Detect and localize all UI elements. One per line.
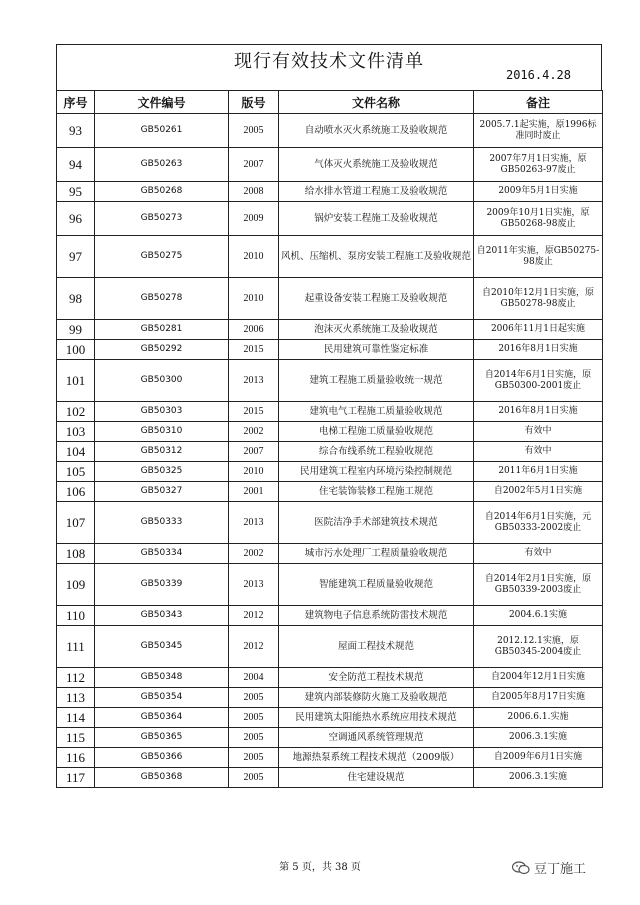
cell-name: 屋面工程技术规范: [279, 626, 474, 668]
cell-seq: 105: [57, 462, 95, 482]
cell-name: 住宅建设规范: [279, 768, 474, 788]
table-row: [57, 114, 603, 148]
cell-seq: 96: [57, 202, 95, 236]
cell-name: 泡沫灭火系统施工及验收规范: [279, 320, 474, 340]
cell-code: GB50366: [95, 748, 229, 768]
header-seq: 序号: [57, 91, 95, 114]
cell-version: 2005: [229, 688, 279, 708]
cell-seq: 106: [57, 482, 95, 502]
cell-name: 民用建筑可靠性鉴定标准: [279, 340, 474, 360]
cell-version: 2005: [229, 114, 279, 148]
cell-version: 2015: [229, 340, 279, 360]
table-row: [57, 626, 603, 668]
table-row: [57, 422, 603, 442]
cell-version: 2010: [229, 278, 279, 320]
cell-version: 2002: [229, 544, 279, 564]
cell-seq: 112: [57, 668, 95, 688]
cell-version: 2004: [229, 668, 279, 688]
cell-seq: 97: [57, 236, 95, 278]
cell-name: 住宅装饰装修工程施工规范: [279, 482, 474, 502]
cell-seq: 104: [57, 442, 95, 462]
cell-seq: 109: [57, 564, 95, 606]
cell-version: 2013: [229, 502, 279, 544]
cell-seq: 102: [57, 402, 95, 422]
cell-note: 2006年11月1日起实施: [474, 320, 603, 340]
cell-version: 2010: [229, 462, 279, 482]
table-row: [57, 360, 603, 402]
cell-seq: 114: [57, 708, 95, 728]
cell-note: 2016年8月1日实施: [474, 402, 603, 422]
table-row: [57, 340, 603, 360]
cell-code: GB50345: [95, 626, 229, 668]
cell-code: GB50327: [95, 482, 229, 502]
table-body: [57, 114, 603, 788]
cell-note: 自2005年8月17日实施: [474, 688, 603, 708]
cell-code: GB50343: [95, 606, 229, 626]
table-row: [57, 728, 603, 748]
cell-seq: 95: [57, 182, 95, 202]
cell-seq: 117: [57, 768, 95, 788]
cell-version: 2013: [229, 360, 279, 402]
cell-name: 气体灭火系统施工及验收规范: [279, 148, 474, 182]
table-row: [57, 502, 603, 544]
table-row: [57, 236, 603, 278]
cell-version: 2009: [229, 202, 279, 236]
cell-seq: 103: [57, 422, 95, 442]
table-row: [57, 202, 603, 236]
cell-name: 风机、压缩机、泵房安装工程施工及验收规范: [279, 236, 474, 278]
cell-code: GB50334: [95, 544, 229, 564]
header-version: 版号: [229, 91, 279, 114]
table-row: [57, 148, 603, 182]
cell-note: 自2014年6月1日实施，元GB50333-2002废止: [474, 502, 603, 544]
cell-code: GB50281: [95, 320, 229, 340]
cell-name: 给水排水管道工程施工及验收规范: [279, 182, 474, 202]
cell-note: 自2014年2月1日实施，原GB50339-2003废止: [474, 564, 603, 606]
cell-note: 自2011年实施，原GB50275-98废止: [474, 236, 603, 278]
cell-version: 2012: [229, 626, 279, 668]
cell-code: GB50354: [95, 688, 229, 708]
cell-code: GB50292: [95, 340, 229, 360]
cell-name: 建筑内部装修防火施工及验收规范: [279, 688, 474, 708]
cell-version: 2001: [229, 482, 279, 502]
cell-note: 有效中: [474, 544, 603, 564]
table-header-row: [57, 91, 603, 114]
cell-seq: 116: [57, 748, 95, 768]
cell-name: 综合布线系统工程验收规范: [279, 442, 474, 462]
cell-code: GB50325: [95, 462, 229, 482]
cell-name: 地源热泵系统工程技术规范（2009版）: [279, 748, 474, 768]
cell-note: 2004.6.1实施: [474, 606, 603, 626]
cell-seq: 111: [57, 626, 95, 668]
cell-code: GB50303: [95, 402, 229, 422]
cell-version: 2013: [229, 564, 279, 606]
cell-note: 2006.6.1.实施: [474, 708, 603, 728]
header-name: 文件名称: [279, 91, 474, 114]
cell-name: 起重设备安装工程施工及验收规范: [279, 278, 474, 320]
cell-seq: 115: [57, 728, 95, 748]
cell-note: 2011年6月1日实施: [474, 462, 603, 482]
cell-note: 自2014年6月1日实施，原GB50300-2001废止: [474, 360, 603, 402]
cell-note: 2016年8月1日实施: [474, 340, 603, 360]
cell-version: 2002: [229, 422, 279, 442]
table-row: [57, 320, 603, 340]
cell-note: 2012.12.1实施，原GB50345-2004废止: [474, 626, 603, 668]
cell-code: GB50339: [95, 564, 229, 606]
table-row: [57, 668, 603, 688]
table-row: [57, 768, 603, 788]
cell-seq: 100: [57, 340, 95, 360]
cell-name: 民用建筑工程室内环境污染控制规范: [279, 462, 474, 482]
table-row: [57, 402, 603, 422]
cell-code: GB50275: [95, 236, 229, 278]
cell-seq: 107: [57, 502, 95, 544]
cell-code: GB50312: [95, 442, 229, 462]
wechat-icon: [512, 861, 530, 875]
cell-seq: 98: [57, 278, 95, 320]
document-title: 现行有效技术文件清单: [234, 51, 424, 72]
cell-note: 有效中: [474, 422, 603, 442]
cell-name: 民用建筑太阳能热水系统应用技术规范: [279, 708, 474, 728]
cell-note: 2009年10月1日实施，原GB50268-98废止: [474, 202, 603, 236]
table-row: [57, 482, 603, 502]
cell-seq: 101: [57, 360, 95, 402]
standards-table: [56, 90, 603, 788]
cell-seq: 110: [57, 606, 95, 626]
cell-note: 2007年7月1日实施，原GB50263-97废止: [474, 148, 603, 182]
cell-version: 2005: [229, 748, 279, 768]
cell-name: 安全防范工程技术规范: [279, 668, 474, 688]
brand-mark: [512, 858, 586, 877]
title-box: [56, 44, 602, 90]
cell-code: GB50300: [95, 360, 229, 402]
cell-name: 电梯工程施工质量验收规范: [279, 422, 474, 442]
table-row: [57, 688, 603, 708]
cell-name: 锅炉安装工程施工及验收规范: [279, 202, 474, 236]
header-note: 备注: [474, 91, 603, 114]
cell-code: GB50333: [95, 502, 229, 544]
cell-note: 2006.3.1实施: [474, 768, 603, 788]
brand-name: 豆丁施工: [534, 862, 587, 877]
cell-note: 自2002年5月1日实施: [474, 482, 603, 502]
table-row: [57, 564, 603, 606]
cell-code: GB50365: [95, 728, 229, 748]
cell-note: 有效中: [474, 442, 603, 462]
cell-seq: 94: [57, 148, 95, 182]
cell-version: 2005: [229, 728, 279, 748]
cell-name: 医院洁净手术部建筑技术规范: [279, 502, 474, 544]
cell-note: 自2004年12月1日实施: [474, 668, 603, 688]
cell-note: 2006.3.1实施: [474, 728, 603, 748]
cell-code: GB50310: [95, 422, 229, 442]
cell-code: GB50263: [95, 148, 229, 182]
cell-note: 自2009年6月1日实施: [474, 748, 603, 768]
table-row: [57, 278, 603, 320]
cell-code: GB50273: [95, 202, 229, 236]
table-row: [57, 708, 603, 728]
document-date: 2016.4.28: [505, 68, 571, 82]
table-row: [57, 544, 603, 564]
cell-version: 2010: [229, 236, 279, 278]
document-sheet: [56, 44, 602, 788]
cell-code: GB50368: [95, 768, 229, 788]
cell-name: 建筑电气工程施工质量验收规范: [279, 402, 474, 422]
cell-seq: 93: [57, 114, 95, 148]
cell-code: GB50268: [95, 182, 229, 202]
cell-seq: 108: [57, 544, 95, 564]
cell-name: 智能建筑工程质量验收规范: [279, 564, 474, 606]
cell-code: GB50261: [95, 114, 229, 148]
cell-seq: 113: [57, 688, 95, 708]
cell-note: 自2010年12月1日实施，原GB50278-98废止: [474, 278, 603, 320]
cell-version: 2005: [229, 708, 279, 728]
cell-note: 2005.7.1起实施，原1996标准同时废止: [474, 114, 603, 148]
cell-name: 建筑工程施工质量验收统一规范: [279, 360, 474, 402]
cell-version: 2015: [229, 402, 279, 422]
cell-note: 2009年5月1日实施: [474, 182, 603, 202]
cell-version: 2008: [229, 182, 279, 202]
cell-code: GB50348: [95, 668, 229, 688]
cell-code: GB50278: [95, 278, 229, 320]
cell-version: 2007: [229, 148, 279, 182]
header-code: 文件编号: [95, 91, 229, 114]
page-footer: 第 5 页，共 38 页: [279, 862, 361, 873]
cell-version: 2006: [229, 320, 279, 340]
cell-name: 城市污水处理厂工程质量验收规范: [279, 544, 474, 564]
cell-name: 自动喷水灭火系统施工及验收规范: [279, 114, 474, 148]
cell-version: 2012: [229, 606, 279, 626]
cell-code: GB50364: [95, 708, 229, 728]
cell-version: 2005: [229, 768, 279, 788]
cell-seq: 99: [57, 320, 95, 340]
cell-version: 2007: [229, 442, 279, 462]
table-row: [57, 748, 603, 768]
table-row: [57, 442, 603, 462]
cell-name: 建筑物电子信息系统防雷技术规范: [279, 606, 474, 626]
table-row: [57, 462, 603, 482]
table-row: [57, 182, 603, 202]
cell-name: 空调通风系统管理规范: [279, 728, 474, 748]
table-row: [57, 606, 603, 626]
